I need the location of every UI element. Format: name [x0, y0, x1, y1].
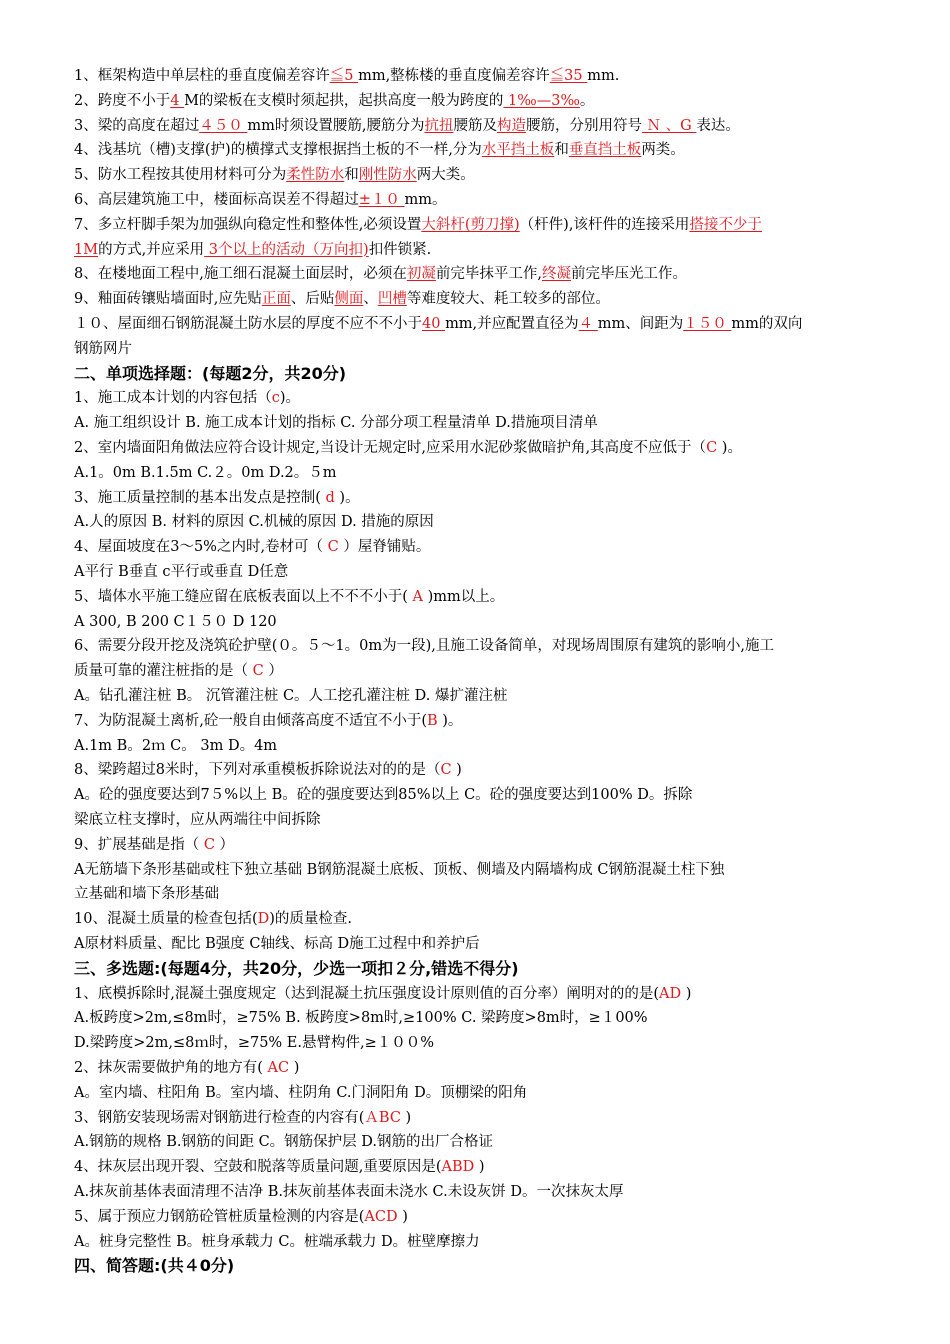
- answer-choice: c: [271, 390, 280, 407]
- answer-choice: ACD: [364, 1208, 398, 1225]
- answer-fill: 正面: [261, 291, 291, 308]
- text-run: ): [451, 762, 462, 779]
- text-run: 10、混凝土质量的检查包括(: [74, 911, 258, 928]
- text-run: 表达。: [696, 117, 740, 134]
- text-line: [74, 833, 234, 857]
- text-run: ）: [263, 663, 283, 680]
- text-line: [74, 312, 802, 336]
- text-run: 前完毕压光工作。: [570, 266, 687, 283]
- text-run: )。: [437, 712, 463, 729]
- text-run: 2、抹灰需要做护角的地方有(: [74, 1060, 263, 1076]
- answer-choice: C: [327, 539, 339, 556]
- text-line: [74, 758, 462, 782]
- text-line: [74, 907, 352, 931]
- text-line: [74, 783, 692, 807]
- section-heading: 四、简答题:(共４0分): [74, 1256, 235, 1276]
- answer-fill: 1M: [74, 241, 99, 258]
- answer-choice: C: [706, 440, 718, 456]
- text-run: )。: [279, 390, 301, 407]
- text-line: [74, 486, 360, 510]
- text-run: mm,并应配置直径为: [445, 316, 579, 332]
- text-run: A. 施工组织设计 B. 施工成本计划的指标 C. 分部分项工程量清单 D.措施项目清单: [74, 415, 598, 432]
- answer-fill: 抗扭: [424, 117, 454, 134]
- text-run: 3、钢筋安装现场需对钢筋进行检查的内容有(: [74, 1109, 365, 1126]
- text-run: 扣件锁紧.: [368, 241, 432, 258]
- answer-fill: 侧面: [334, 291, 364, 308]
- text-run: A。钻孔灌注桩 B。 沉管灌注桩 C。人工挖孔灌注桩 D. 爆扩灌注桩: [74, 688, 508, 704]
- text-line: [74, 1106, 411, 1130]
- text-run: 和: [554, 142, 569, 159]
- text-run: 3、梁的高度在超过: [74, 117, 200, 134]
- text-run: 7、为防混凝土离析,砼一般自由倾落高度不适宜不小于(: [74, 712, 427, 729]
- text-line: [74, 982, 691, 1006]
- text-run: )。: [717, 440, 742, 456]
- text-line: [74, 1031, 434, 1055]
- text-run: 2、跨度不小于: [74, 92, 171, 109]
- text-line: [74, 138, 685, 162]
- text-run: 立基础和墙下条形基础: [74, 886, 219, 903]
- text-run: A无筋墙下条形基础或柱下独立基础 B钢筋混凝土底板、顶板、侧墙及内隔墙构成 C钢筋混凝土柱下独: [74, 861, 725, 878]
- answer-choice: C: [440, 762, 452, 779]
- answer-choice: D: [257, 911, 270, 928]
- text-run: 9、釉面砖镶贴墙面时,应先贴: [74, 291, 262, 308]
- answer-choice: AD: [659, 985, 682, 1002]
- text-line: [74, 114, 740, 138]
- text-run: 腰筋，分别用符号: [525, 117, 642, 134]
- answer-fill: ≦35: [549, 68, 588, 84]
- text-line: [74, 64, 619, 88]
- text-run: ): [293, 1060, 300, 1076]
- text-run: 6、需要分段开挖及浇筑砼护壁(０。５～1。0m为一段),且施工设备简单，对现场周围原有建筑的影响小,施工: [74, 638, 774, 655]
- answer-choice: d: [320, 489, 340, 506]
- text-run: )。: [339, 489, 360, 506]
- text-run: 的方式,并应采用: [98, 241, 205, 258]
- text-run: A。砼的强度要达到7５%以上 B。砼的强度要达到85%以上 C。砼的强度要达到100% D。拆除: [74, 787, 693, 804]
- text-run: )的质量检查.: [269, 911, 353, 928]
- answer-fill: 终凝: [541, 266, 571, 283]
- answer-fill: 40: [422, 316, 446, 332]
- answer-fill: 大斜杆(剪刀撑): [421, 216, 520, 233]
- text-run: 等难度较大、耗工较多的部位。: [406, 291, 610, 308]
- text-run: ): [400, 1109, 412, 1126]
- text-run: 和: [344, 167, 359, 184]
- text-line: [74, 957, 519, 981]
- text-run: )mm以上。: [422, 588, 505, 605]
- text-run: 2、室内墙面阳角做法应符合设计规定,当设计无规定时,应采用水泥砂浆做暗护角,其高度不应低于（: [74, 440, 707, 456]
- answer-fill: Ｎ 、G: [641, 117, 697, 134]
- text-run: ）: [214, 836, 235, 853]
- text-run: A.抹灰前基体表面清理不洁净 B.抹灰前基体表面未浇水 C.未设灰饼 D。一次抹灰太厚: [74, 1184, 624, 1200]
- answer-fill: 4: [170, 92, 185, 109]
- text-run: A.钢筋的规格 B.钢筋的间距 C。钢筋保护层 D.钢筋的出厂合格证: [74, 1134, 493, 1151]
- text-line: [74, 560, 288, 584]
- text-run: 1、施工成本计划的内容包括（: [74, 390, 272, 407]
- text-run: 1、底模拆除时,混凝土强度规定（达到混凝土抗压强度设计原则值的百分率）阐明对的的是(: [74, 985, 659, 1002]
- text-line: [74, 163, 475, 187]
- answer-fill: 3个以上的活动（万向扣): [204, 241, 369, 258]
- text-run: A平行 B垂直 c平行或垂直 D任意: [74, 564, 289, 580]
- answer-fill: 初凝: [406, 266, 436, 283]
- text-run: 、: [363, 291, 378, 308]
- text-run: A。室内墙、柱阳角 B。室内墙、柱阴角 C.门洞阳角 D。顶棚梁的阳角: [74, 1084, 528, 1101]
- text-run: ): [474, 1159, 485, 1176]
- text-run: 钢筋网片: [74, 340, 132, 357]
- answer-choice: A: [412, 588, 423, 605]
- answer-fill: 垂直挡土板: [568, 142, 642, 159]
- text-run: A.人的原因 B. 材料的原因 C.机械的原因 D. 措施的原因: [74, 514, 434, 531]
- text-run: 4、浅基坑（槽)支撑(护)的横撑式支撑根据挡土板的不一样,分为: [74, 142, 482, 159]
- answer-choice: ＡBC: [364, 1109, 401, 1126]
- text-run: 1、框架构造中单层柱的垂直度偏差容许: [74, 68, 330, 84]
- text-line: [74, 461, 337, 485]
- answer-fill: 凹槽: [377, 291, 407, 308]
- text-line: [74, 659, 283, 683]
- text-line: [74, 1205, 408, 1229]
- answer-choice: ABD: [441, 1159, 475, 1176]
- text-run: A原材料质量、配比 B强度 C轴线、标高 D施工过程中和养护后: [74, 936, 480, 952]
- text-line: [74, 238, 431, 262]
- text-run: ）屋脊铺贴。: [338, 539, 431, 556]
- answer-fill: 刚性防水: [358, 167, 417, 184]
- text-line: [74, 858, 724, 882]
- text-run: 6、高层建筑施工中，楼面标高误差不得超过: [74, 192, 359, 208]
- text-line: [74, 1180, 623, 1204]
- text-run: D.梁跨度>2m,≤8ｍ时，≥75% E.悬臂构件,≥１００%: [74, 1035, 435, 1052]
- answer-fill: 搭接不少于: [689, 216, 762, 233]
- text-run: 7、多立杆脚手架为加强纵向稳定性和整体性,必须设置: [74, 216, 422, 233]
- answer-fill: 构造: [496, 117, 526, 134]
- text-line: [74, 287, 610, 311]
- text-line: [74, 808, 321, 832]
- text-line: [74, 709, 462, 733]
- text-run: ): [397, 1208, 408, 1225]
- text-run: 5、防水工程按其使用材料可分为: [74, 167, 287, 184]
- text-run: mm,整栋楼的垂直度偏差容许: [358, 68, 550, 84]
- text-run: mm.: [587, 68, 620, 84]
- text-run: 前完毕抹平工作,: [435, 266, 542, 283]
- answer-choice: B: [427, 712, 438, 729]
- text-line: [74, 535, 430, 559]
- text-run: A 300, B 200 C１５０ D 120: [74, 613, 277, 630]
- text-run: 8、在楼地面工程中,施工细石混凝土面层时，必须在: [74, 266, 407, 283]
- text-line: [74, 362, 346, 386]
- text-line: [74, 610, 277, 634]
- answer-fill: ４５０: [199, 117, 248, 134]
- text-line: [74, 213, 762, 237]
- answer-fill: 水平挡土板: [481, 142, 555, 159]
- text-line: [74, 932, 480, 956]
- text-run: 4、屋面坡度在3～5%之内时,卷材可（: [74, 539, 328, 556]
- text-run: A.板跨度>2m,≤8m时，≥75% B. 板跨度>8m时,≥100% C. 梁跨度>8m时，≥１00%: [74, 1010, 648, 1027]
- answer-fill: ４: [578, 316, 598, 332]
- text-line: [74, 882, 219, 906]
- text-run: mm时须设置腰筋,腰筋分为: [247, 117, 425, 134]
- text-line: [74, 1155, 485, 1179]
- answer-choice: C: [203, 836, 215, 853]
- text-line: [74, 89, 594, 113]
- answer-fill: ≦5: [329, 68, 359, 84]
- text-run: mm。: [404, 192, 447, 208]
- text-run: mm、间距为: [597, 316, 684, 332]
- text-run: 质量可靠的灌注桩指的是（: [74, 663, 253, 680]
- text-line: [74, 1130, 493, 1154]
- text-run: 5、墙体水平施工缝应留在底板表面以上不不不小于(: [74, 588, 413, 605]
- text-line: [74, 386, 300, 410]
- text-run: 两类。: [641, 142, 685, 159]
- text-line: [74, 411, 598, 435]
- answer-fill: １５０: [683, 316, 732, 332]
- text-line: [74, 188, 447, 212]
- text-run: 梁底立柱支撑时，应从两端往中间拆除: [74, 812, 321, 828]
- text-line: [74, 510, 434, 534]
- text-run: 腰筋及: [453, 117, 497, 134]
- text-line: [74, 734, 277, 758]
- text-run: 5、属于预应力钢筋砼管桩质量检测的内容是(: [74, 1208, 365, 1225]
- text-run: A.1m B。2ｍ C。 3m D。4m: [74, 737, 278, 754]
- text-line: [74, 1081, 527, 1105]
- text-line: [74, 1006, 648, 1030]
- answer-fill: 1‰—3‰: [503, 92, 580, 109]
- answer-fill: ±１０: [358, 192, 405, 208]
- text-line: [74, 436, 742, 460]
- text-run: 、后贴: [290, 291, 335, 308]
- text-line: [74, 684, 507, 708]
- text-run: 4、抹灰层出现开裂、空鼓和脱落等质量问题,重要原因是(: [74, 1159, 442, 1176]
- text-run: 3、施工质量控制的基本出发点是控制(: [74, 489, 321, 506]
- text-run: mm的双向: [731, 316, 803, 332]
- text-line: [74, 337, 132, 361]
- text-run: 8、梁跨超过8米时，下列对承重模板拆除说法对的的是（: [74, 762, 441, 779]
- text-line: [74, 1230, 480, 1254]
- text-run: 两大类。: [416, 167, 475, 184]
- text-line: [74, 634, 774, 658]
- text-line: [74, 1056, 299, 1080]
- answer-choice: C: [252, 663, 264, 680]
- section-heading: 二、单项选择题：(每题2分，共20分): [74, 363, 347, 383]
- text-run: （杆件),该杆件的连接采用: [519, 216, 690, 233]
- text-line: [74, 1254, 234, 1278]
- text-run: １０、屋面细石钢筋混凝土防水层的厚度不应不不小于: [74, 316, 422, 332]
- text-line: [74, 262, 687, 286]
- text-line: [74, 585, 504, 609]
- answer-choice: AC: [262, 1060, 294, 1076]
- text-run: 。: [579, 92, 595, 109]
- answer-fill: 柔性防水: [286, 167, 345, 184]
- text-run: A.1。0m B.1.5m C.２。0m D.2。５m: [74, 464, 337, 481]
- text-run: 9、扩展基础是指（: [74, 836, 204, 853]
- text-run: ): [681, 985, 692, 1002]
- section-heading: 三、多选题:(每题4分，共20分，少选一项扣２分,错选不得分): [74, 958, 519, 978]
- text-run: A。桩身完整性 B。桩身承载力 C。桩端承载力 D。桩壁摩擦力: [74, 1233, 480, 1250]
- text-run: M的梁板在支模时须起拱，起拱高度一般为跨度的: [184, 92, 504, 109]
